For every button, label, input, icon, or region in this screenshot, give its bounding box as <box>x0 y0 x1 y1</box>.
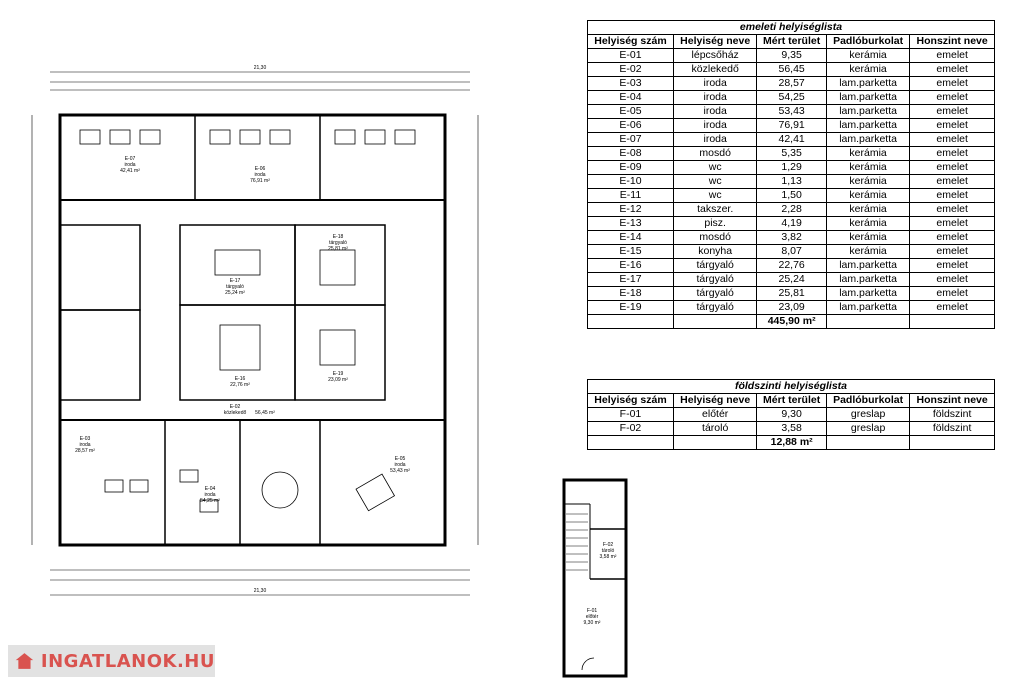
table-cell: E-04 <box>588 91 674 105</box>
upper-table-total: 445,90 m² <box>757 315 827 329</box>
label-e06-name: iroda <box>254 172 266 178</box>
table-cell: emelet <box>910 119 995 133</box>
label-f01-name: előtér <box>585 614 599 620</box>
table-cell: kerámia <box>826 175 909 189</box>
house-icon <box>14 650 35 672</box>
table-row <box>588 231 995 245</box>
table-cell: E-12 <box>588 203 674 217</box>
label-e17-name: tárgyaló <box>226 284 244 290</box>
table-row <box>588 287 995 301</box>
table-cell: lam.parketta <box>826 119 909 133</box>
column-header: Helyiség neve <box>673 394 756 408</box>
upper-table-total-row <box>588 315 995 329</box>
table-cell: emelet <box>910 133 995 147</box>
table-cell: greslap <box>826 422 909 436</box>
table-cell: kerámia <box>826 49 909 63</box>
label-e05-name: iroda <box>394 462 406 468</box>
label-e19-area: 23,09 m² <box>328 377 348 383</box>
table-cell: 9,35 <box>757 49 827 63</box>
label-e07-area: 42,41 m² <box>120 168 140 174</box>
table-row <box>588 217 995 231</box>
column-header: Honszint neve <box>910 394 995 408</box>
table-cell: lam.parketta <box>826 259 909 273</box>
table-cell: közlekedő <box>673 63 756 77</box>
table-cell: tárgyaló <box>673 287 756 301</box>
table-cell: kerámia <box>826 231 909 245</box>
table-cell: 22,76 <box>757 259 827 273</box>
table-cell: emelet <box>910 189 995 203</box>
table-cell: iroda <box>673 77 756 91</box>
table-cell: tárgyaló <box>673 273 756 287</box>
table-cell: E-14 <box>588 231 674 245</box>
table-cell: emelet <box>910 259 995 273</box>
column-header: Honszint neve <box>910 35 995 49</box>
label-e05-area: 53,43 m² <box>390 468 410 474</box>
column-header: Mért terület <box>757 394 827 408</box>
table-row <box>588 245 995 259</box>
ground-table-total-row <box>588 436 995 450</box>
table-cell: emelet <box>910 273 995 287</box>
table-cell: lam.parketta <box>826 91 909 105</box>
table-cell: E-11 <box>588 189 674 203</box>
table-row <box>588 189 995 203</box>
table-row <box>588 49 995 63</box>
table-row <box>588 203 995 217</box>
table-cell: lam.parketta <box>826 273 909 287</box>
ingatlanok-logo <box>8 645 215 677</box>
column-header: Padlóburkolat <box>826 35 909 49</box>
floor-plan-drawing <box>20 60 500 620</box>
table-cell: greslap <box>826 408 909 422</box>
table-row <box>588 119 995 133</box>
table-cell: iroda <box>673 105 756 119</box>
table-cell: 28,57 <box>757 77 827 91</box>
table-row <box>588 147 995 161</box>
table-cell: mosdó <box>673 147 756 161</box>
table-cell: földszint <box>910 422 995 436</box>
table-cell: emelet <box>910 287 995 301</box>
table-cell: E-10 <box>588 175 674 189</box>
table-cell: E-02 <box>588 63 674 77</box>
table-cell: lam.parketta <box>826 133 909 147</box>
table-cell: wc <box>673 189 756 203</box>
table-cell: emelet <box>910 301 995 315</box>
ground-table-total: 12,88 m² <box>757 436 827 450</box>
table-cell: kerámia <box>826 63 909 77</box>
table-cell: 53,43 <box>757 105 827 119</box>
label-e04: E-04 <box>204 486 216 492</box>
table-cell: E-13 <box>588 217 674 231</box>
label-e04-area: 54,25 m² <box>200 498 220 504</box>
table-cell: 56,45 <box>757 63 827 77</box>
table-cell: E-01 <box>588 49 674 63</box>
label-e18: E-18 <box>332 234 344 240</box>
upper-floor-room-table <box>587 20 995 329</box>
label-f02-area: 3,58 m² <box>599 554 617 560</box>
label-e07: E-07 <box>124 156 136 162</box>
label-e02: E-02 <box>229 404 241 410</box>
label-e02-name: közlekedő <box>223 410 247 416</box>
table-cell: kerámia <box>826 203 909 217</box>
table-cell: konyha <box>673 245 756 259</box>
label-e17-area: 25,24 m² <box>225 290 245 296</box>
label-e18-name: tárgyaló <box>329 240 347 246</box>
label-e05: E-05 <box>394 456 406 462</box>
label-e06-area: 76,91 m² <box>250 178 270 184</box>
table-cell: 23,09 <box>757 301 827 315</box>
table-cell: emelet <box>910 175 995 189</box>
dim-overall-width: 21,30 <box>253 65 267 71</box>
label-e19: E-19 <box>332 371 344 377</box>
table-cell: 9,30 <box>757 408 827 422</box>
table-cell: 25,81 <box>757 287 827 301</box>
table-cell: emelet <box>910 217 995 231</box>
table-cell: emelet <box>910 63 995 77</box>
table-cell: földszint <box>910 408 995 422</box>
table-cell: lam.parketta <box>826 105 909 119</box>
table-cell: 1,29 <box>757 161 827 175</box>
ground-floor-plan <box>552 474 632 684</box>
table-row <box>588 422 995 436</box>
label-e02-area: 56,45 m² <box>255 410 275 416</box>
column-header: Helyiség szám <box>588 35 674 49</box>
table-cell: emelet <box>910 105 995 119</box>
table-cell: emelet <box>910 147 995 161</box>
table-cell: mosdó <box>673 231 756 245</box>
ground-floor-plan-drawing <box>552 474 632 684</box>
table-cell: emelet <box>910 231 995 245</box>
table-cell: 25,24 <box>757 273 827 287</box>
label-e18-area: 25,81 m² <box>328 246 348 252</box>
dim-overall-width-bottom: 21,30 <box>253 588 267 594</box>
table-cell: F-02 <box>588 422 674 436</box>
table-cell: E-07 <box>588 133 674 147</box>
label-f01-area: 9,30 m² <box>583 620 601 626</box>
table-cell: E-09 <box>588 161 674 175</box>
table-cell: kerámia <box>826 217 909 231</box>
label-e03-area: 28,57 m² <box>75 448 95 454</box>
table-cell: kerámia <box>826 189 909 203</box>
table-cell: E-06 <box>588 119 674 133</box>
logo-text: INGATLANOK.HU <box>40 650 215 672</box>
table-cell: 42,41 <box>757 133 827 147</box>
ground-table-header-row <box>588 394 995 408</box>
table-cell: 3,82 <box>757 231 827 245</box>
label-e17: E-17 <box>229 278 241 284</box>
table-cell: emelet <box>910 91 995 105</box>
label-f02-name: tároló <box>601 548 615 554</box>
table-cell: 2,28 <box>757 203 827 217</box>
ground-table-caption: földszinti helyiséglista <box>588 380 995 394</box>
label-e16-area: 22,76 m² <box>230 382 250 388</box>
table-cell: iroda <box>673 133 756 147</box>
table-cell: emelet <box>910 49 995 63</box>
upper-table-caption: emeleti helyiséglista <box>588 21 995 35</box>
label-f02: F-02 <box>602 542 614 548</box>
table-cell: wc <box>673 161 756 175</box>
label-e03-name: iroda <box>79 442 91 448</box>
table-cell: emelet <box>910 245 995 259</box>
table-cell: E-19 <box>588 301 674 315</box>
label-f01: F-01 <box>586 608 598 614</box>
table-cell: előtér <box>673 408 756 422</box>
table-row <box>588 408 995 422</box>
column-header: Helyiség szám <box>588 394 674 408</box>
table-cell: kerámia <box>826 161 909 175</box>
table-cell: iroda <box>673 91 756 105</box>
column-header: Helyiség neve <box>673 35 756 49</box>
table-cell: wc <box>673 175 756 189</box>
table-row <box>588 77 995 91</box>
table-cell: tárgyaló <box>673 301 756 315</box>
label-e16: E-16 <box>234 376 246 382</box>
table-cell: 5,35 <box>757 147 827 161</box>
table-cell: kerámia <box>826 245 909 259</box>
table-cell: tároló <box>673 422 756 436</box>
table-cell: E-08 <box>588 147 674 161</box>
table-row <box>588 273 995 287</box>
table-row <box>588 63 995 77</box>
floor-plan <box>20 60 500 620</box>
table-cell: emelet <box>910 203 995 217</box>
table-cell: 54,25 <box>757 91 827 105</box>
table-cell: 3,58 <box>757 422 827 436</box>
table-row <box>588 105 995 119</box>
table-cell: lam.parketta <box>826 287 909 301</box>
table-cell: tárgyaló <box>673 259 756 273</box>
table-cell: pisz. <box>673 217 756 231</box>
table-cell: 1,50 <box>757 189 827 203</box>
table-cell: kerámia <box>826 147 909 161</box>
table-cell: lam.parketta <box>826 77 909 91</box>
label-e07-name: iroda <box>124 162 136 168</box>
table-cell: 8,07 <box>757 245 827 259</box>
table-cell: lam.parketta <box>826 301 909 315</box>
table-cell: takszer. <box>673 203 756 217</box>
table-row <box>588 301 995 315</box>
table-row <box>588 91 995 105</box>
table-cell: E-16 <box>588 259 674 273</box>
table-cell: E-17 <box>588 273 674 287</box>
label-e03: E-03 <box>79 436 91 442</box>
table-cell: E-05 <box>588 105 674 119</box>
table-cell: E-15 <box>588 245 674 259</box>
upper-table-header-row <box>588 35 995 49</box>
table-cell: emelet <box>910 77 995 91</box>
table-row <box>588 133 995 147</box>
table-cell: 4,19 <box>757 217 827 231</box>
column-header: Padlóburkolat <box>826 394 909 408</box>
table-cell: lépcsőház <box>673 49 756 63</box>
table-cell: iroda <box>673 119 756 133</box>
ground-floor-room-table <box>587 379 995 450</box>
table-cell: 1,13 <box>757 175 827 189</box>
table-row <box>588 161 995 175</box>
label-e06: E-06 <box>254 166 266 172</box>
table-cell: 76,91 <box>757 119 827 133</box>
table-cell: F-01 <box>588 408 674 422</box>
table-row <box>588 175 995 189</box>
table-row <box>588 259 995 273</box>
label-e04-name: iroda <box>204 492 216 498</box>
table-cell: emelet <box>910 161 995 175</box>
table-cell: E-03 <box>588 77 674 91</box>
column-header: Mért terület <box>757 35 827 49</box>
table-cell: E-18 <box>588 287 674 301</box>
